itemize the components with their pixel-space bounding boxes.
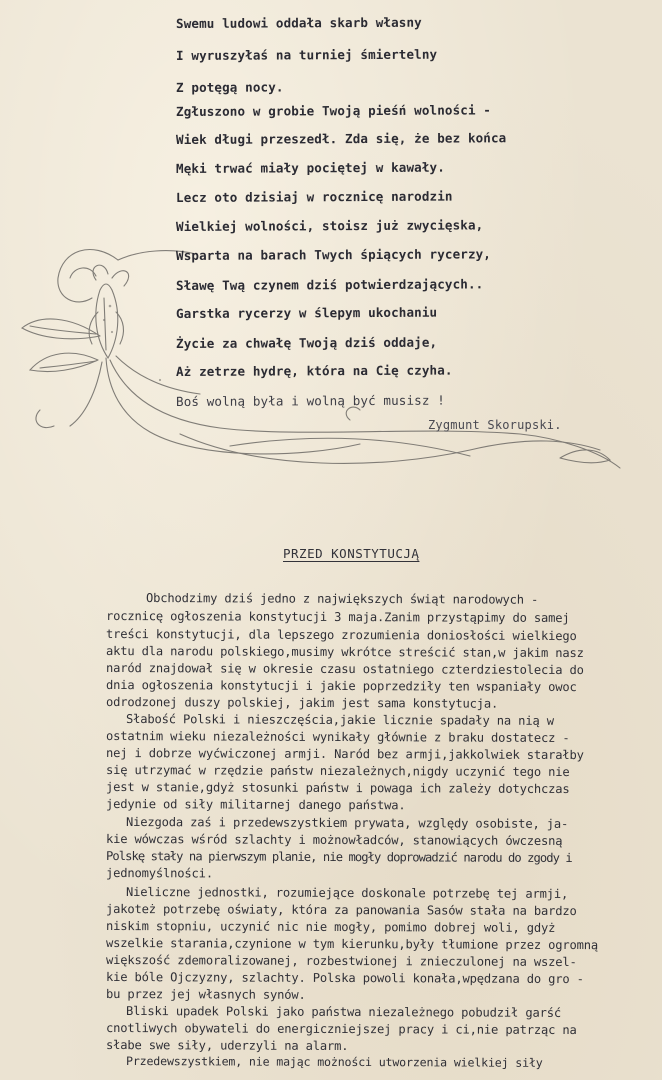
poem-line: Aż zetrze hydrę, która na Cię czyha. [175,362,453,379]
poem-signature: Zygmunt Skorupski. [428,418,562,432]
poem-line: Wiek długi przeszedł. Zda się, że bez końca [175,130,507,147]
body-line: naród znajdował się w okresie czasu ostatniego czterdziestolecia do [105,661,584,678]
poem-line: Wielkiej wolności, stoisz już zwycięska, [175,217,484,234]
body-line: nej i dobrze wyćwiczonej armji. Naród bez armji,jakkolwiek starałby [105,746,584,763]
body-line: Słabość Polski i nieszczęścia,jakie licznie spadały na nią w [125,712,554,728]
poem-line: Wsparta na barach Twych śpiących rycerzy, [175,246,492,263]
body-line: Bliski upadek Polski jako państwa niezależnego pobudził garść [125,1004,562,1020]
body-line: Przedewszystkiem, nie mając możności utworzenia wielkiej siły [125,1054,543,1070]
body-line: dnia ogłoszenia konstytucji i jakie poprzedziły ten wspaniały owoc [105,678,577,695]
poem-line: Swemu ludowi oddała skarb własny [175,14,422,31]
body-line: cnotliwych obywateli do energiczniejszej pracy i ci,nie patrząc na [105,1021,577,1038]
poem-line: I wyruszyłaś na turniej śmiertelny [175,46,438,63]
poem-line: Zgłuszono w grobie Twoją pieśń wolności - [175,102,492,119]
poem-line: Lecz oto dzisiaj w rocznicę narodzin [175,188,453,205]
body-line: bu przez jej własnych synów. [105,987,306,1002]
body-line: aktu dla narodu polskiego,musimy wkrótce streścić stan,w jakim nasz [105,644,584,661]
body-line: jednomyślności. [105,866,213,881]
body-line: słabe swe siły, uderzyli na alarm. [105,1038,349,1054]
body-line: Niezgoda zaś i przedewszystkiem prywata, względy osobiste, ja- [125,815,569,831]
body-line: kie wówczas wśród szlachty i możnowładców, stanowiących ówczesną [105,832,563,848]
body-line: Nieliczne jednostki, rozumiejące doskonale potrzebę tej armji, [125,885,569,901]
body-line: Obchodzimy dziś jedno z największych świąt narodowych - [145,591,539,607]
body-line: rocznicę ogłoszenia konstytucji 3 maja.Zanim przystąpimy do samej [105,609,570,626]
body-line: większość zdemoralizowanej, rozbestwionej i znieczulonej na wszel- [105,953,577,970]
poem-line: Garstka rycerzy w ślepym ukochaniu [175,304,438,321]
body-line: się utrzymać w rzędzie państw niezależnych,nigdy uczynić tego nie [105,763,570,780]
body-line: kie bóle Ojczyzny, szlachty. Polska powoli konała,wpędzana do gro - [105,970,584,987]
poem-line: Męki trwać miały pociętej w kawały. [175,159,445,176]
body-line: ostatnim wieku niezależności wynikały głównie z braku dostatecz - [105,729,570,746]
body-line: jakoteż potrzebę oświaty, która za panowania Sasów stała na bardzo [105,902,577,919]
body-line: jedynie od siły militarnej danego państwa. [105,797,406,813]
body-line: niskim stopniu, uczynić nic nie mogły, pomimo dobrej woli, gdyż [105,919,556,935]
body-line: wszelkie starania,czynione w tym kierunku,były tłumione przez ogromną [105,936,599,953]
body-line: jest w stanie,gdyż stosunki państw i powaga ich zależy dotychczas [105,780,570,797]
poem-line: Sławę Twą czynem dziś potwierdzających.. [175,276,484,293]
article-title: PRZED KONSTYTUCJĄ [283,546,420,561]
poem-line: Z potęgą nocy. [175,79,284,95]
poem-line: Życie za chwałę Twoją dziś oddaje, [175,334,438,351]
body-line: odrodzonej duszy polskiej, jakim jest sama konstytucja. [105,695,499,711]
body-line: treści konstytucji, dla lepszego zrozumienia doniosłości wielkiego [105,627,577,644]
poem-line: Boś wolną była i wolną być musisz ! [175,392,445,409]
body-line: Polskę stały na pierwszym planie, nie mogły doprowadzić narodu do zgody i [105,849,572,866]
